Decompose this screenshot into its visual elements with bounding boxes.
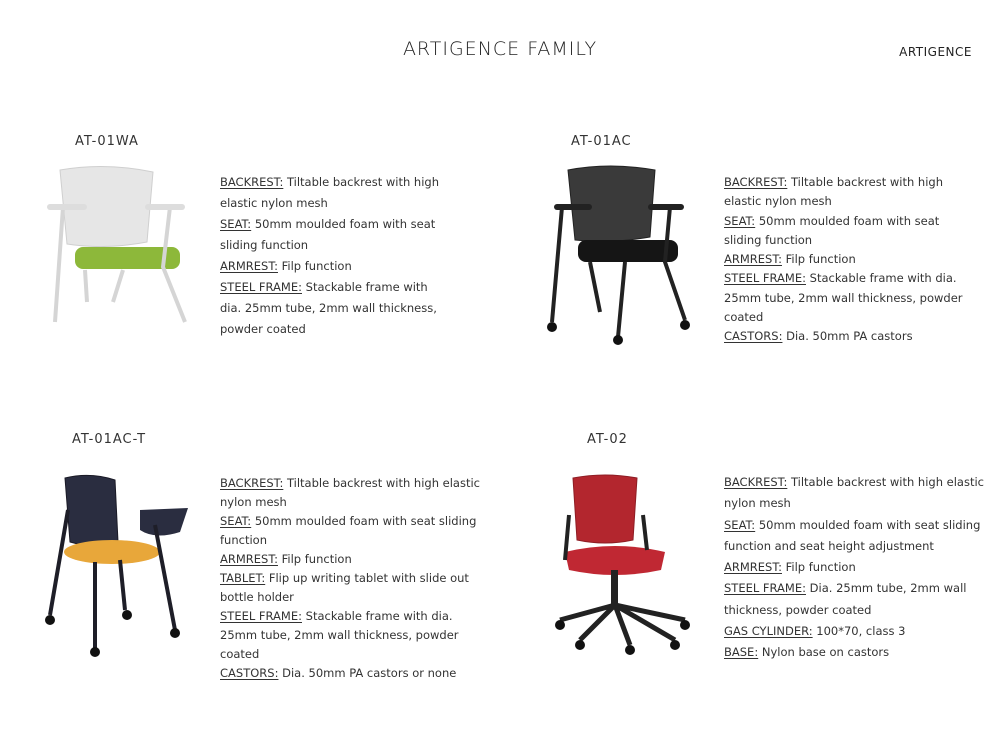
spec-backrest: BACKREST: Tiltable backrest with high elastic nylon mesh: [724, 175, 943, 209]
spec-backrest: BACKREST: Tiltable backrest with high elastic nylon mesh: [220, 476, 480, 509]
spec-castors: CASTORS: Dia. 50mm PA castors or none: [220, 666, 457, 680]
spec-seat: SEAT: 50mm moulded foam with seat sliding function: [724, 213, 940, 247]
model-name: AT-01WA: [75, 134, 139, 149]
chair-image-at-02: [535, 470, 695, 660]
spec-backrest: BACKREST: Tiltable backrest with high elastic nylon mesh: [724, 475, 984, 511]
model-name: AT-01AC: [571, 134, 632, 149]
spec-seat: SEAT: 50mm moulded foam with seat sliding function and seat height adjustment: [724, 517, 981, 553]
spec-backrest: BACKREST: Tiltable backrest with high elastic nylon mesh: [220, 175, 439, 210]
spec-armrest: ARMREST: Filp function: [724, 560, 856, 575]
spec-gas-cylinder: GAS CYLINDER: 100*70, class 3: [724, 624, 906, 639]
spec-armrest: ARMREST: Filp function: [220, 552, 352, 566]
chair-image-at-01wa: [35, 162, 195, 347]
chair-image-at-01ac: [540, 162, 700, 347]
brand-label: ARTIGENCE: [899, 45, 972, 59]
spec-steel-frame: STEEL FRAME: Stackable frame with dia. 25mm tube, 2mm wall thickness, powder coated: [724, 271, 963, 325]
spec-seat: SEAT: 50mm moulded foam with seat sliding function: [220, 514, 477, 547]
spec-base: BASE: Nylon base on castors: [724, 645, 890, 660]
spec-seat: SEAT: 50mm moulded foam with seat sliding function: [220, 217, 436, 252]
spec-armrest: ARMREST: Filp function: [220, 259, 352, 273]
spec-list: [220, 474, 490, 683]
model-name: AT-01AC-T: [72, 432, 147, 447]
chair-image-at-01ac-t: [40, 470, 190, 660]
page-title: ARTIGENCE FAMILY: [402, 38, 598, 60]
spec-steel-frame: STEEL FRAME: Stackable frame with dia. 25mm tube, 2mm wall thickness, powder coated: [220, 280, 437, 336]
spec-castors: CASTORS: Dia. 50mm PA castors: [724, 329, 913, 344]
spec-list: [724, 173, 964, 347]
spec-list: [724, 472, 986, 664]
spec-tablet: TABLET: Flip up writing tablet with slide out bottle holder: [220, 571, 469, 604]
spec-steel-frame: STEEL FRAME: Dia. 25mm tube, 2mm wall thickness, powder coated: [724, 581, 967, 617]
spec-armrest: ARMREST: Filp function: [724, 252, 856, 267]
spec-list: [220, 172, 450, 340]
spec-steel-frame: STEEL FRAME: Stackable frame with dia. 25mm tube, 2mm wall thickness, powder coated: [220, 609, 459, 661]
model-name: AT-02: [587, 432, 628, 447]
